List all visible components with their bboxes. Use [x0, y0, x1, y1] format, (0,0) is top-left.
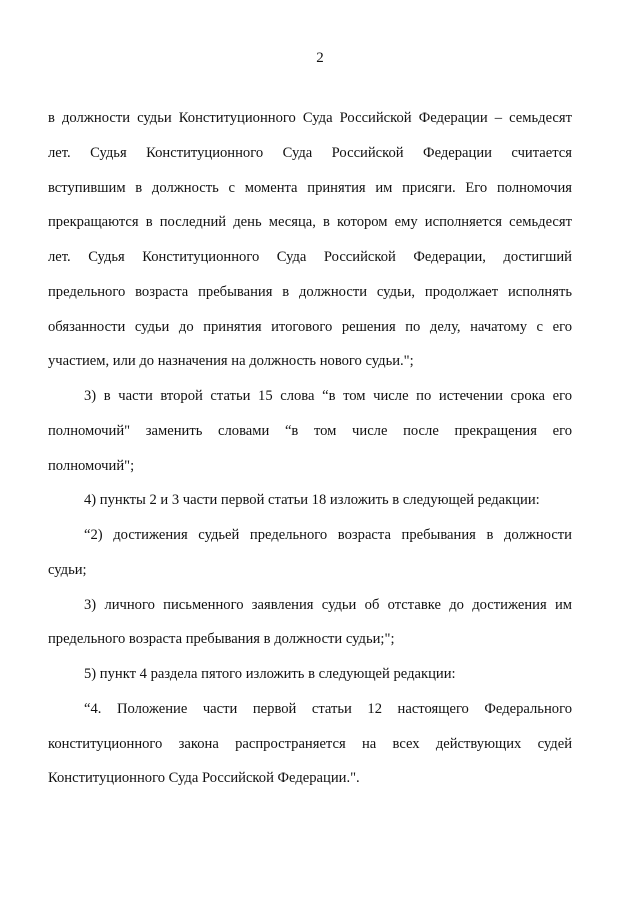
- text-line: вступившим в должность с момента принятия им присяги. Его полномочия: [48, 179, 572, 196]
- text-line: конституционного закона распространяется на всех действующих судей: [48, 735, 572, 752]
- document-body: [48, 108, 572, 803]
- text-line: полномочий" заменить словами “в том числе после прекращения его: [48, 422, 572, 439]
- text-line: 5) пункт 4 раздела пятого изложить в следующей редакции:: [84, 666, 456, 682]
- text-line: 4) пункты 2 и 3 части первой статьи 18 изложить в следующей редакции:: [84, 492, 540, 509]
- text-line: прекращаются в последний день месяца, в котором ему исполняется семьдесят: [48, 214, 572, 231]
- text-line: лет. Судья Конституционного Суда Российской Федерации, достигший: [48, 249, 572, 265]
- text-line: лет. Судья Конституционного Суда Российской Федерации считается: [48, 144, 572, 161]
- text-line: Конституционного Суда Российской Федерации.".: [48, 770, 360, 787]
- text-line: участием, или до назначения на должность нового судьи.";: [48, 353, 414, 370]
- text-line: 3) в части второй статьи 15 слова “в том числе по истечении срока его: [84, 388, 572, 404]
- text-line: предельного возраста пребывания в должности судьи;";: [48, 631, 395, 648]
- page-number: 2: [316, 50, 324, 66]
- text-line: “2) достижения судьей предельного возраста пребывания в должности: [84, 527, 572, 543]
- text-line: 3) личного письменного заявления судьи об отставке до достижения им: [84, 596, 572, 613]
- text-line: полномочий";: [48, 457, 135, 474]
- text-line: “4. Положение части первой статьи 12 настоящего Федерального: [84, 700, 572, 717]
- text-line: в должности судьи Конституционного Суда Российской Федерации – семьдесят: [48, 110, 572, 126]
- text-line: предельного возраста пребывания в должности судьи, продолжает исполнять: [48, 283, 572, 300]
- text-line: судьи;: [48, 561, 87, 578]
- text-line: обязанности судьи до принятия итогового решения по делу, начатому с его: [48, 318, 572, 335]
